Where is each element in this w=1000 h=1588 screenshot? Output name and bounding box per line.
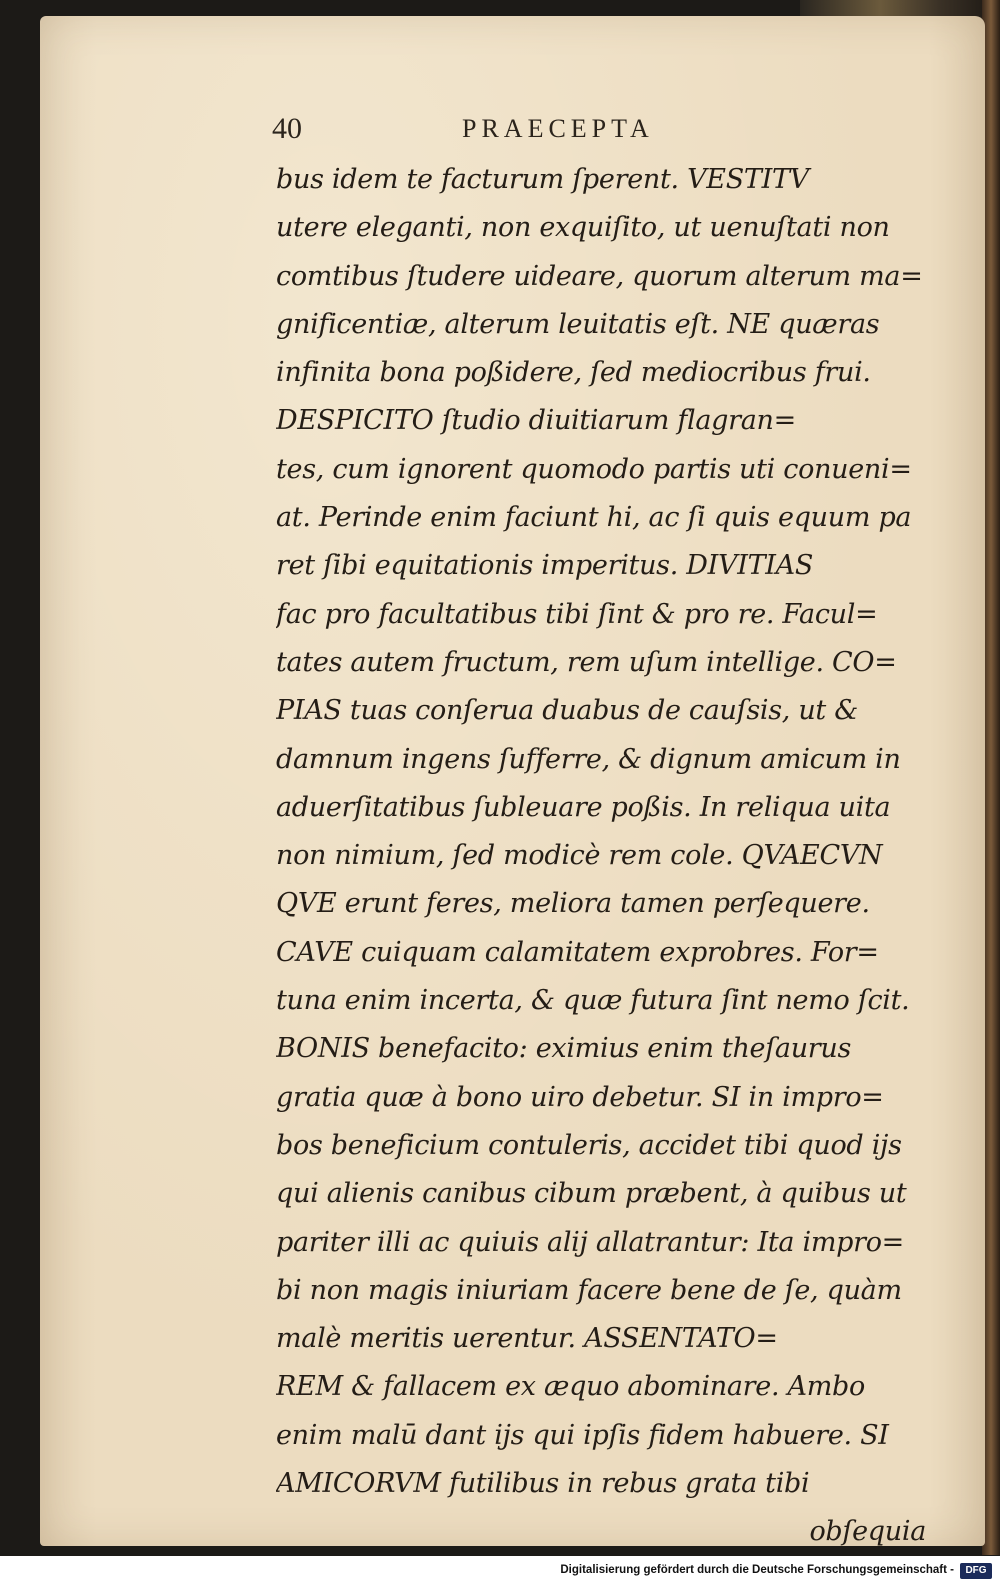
text-line: pariter illi ac quiuis alij allatrantur: Ita impro=	[276, 1226, 904, 1258]
text-line: BONIS benefacito: eximius enim theſaurus	[276, 1033, 852, 1065]
dfg-logo: DFG	[960, 1563, 992, 1579]
text-line: aduerſitatibus ſubleuare poßis. In reliqua uita	[276, 791, 891, 823]
page-number: 40	[272, 112, 302, 145]
text-line: QVE erunt feres, meliora tamen perſequere.	[276, 888, 870, 920]
text-line: enim malū dant ijs qui ipſis fidem habuere. SI	[276, 1419, 889, 1451]
text-line: ret ſibi equitationis imperitus. DIVITIAS	[276, 550, 814, 582]
text-line: CAVE cuiquam calamitatem exprobres. For=	[276, 936, 879, 968]
body-text	[276, 156, 926, 1557]
text-line: bus idem te facturum ſperent. VESTITV	[276, 164, 809, 195]
text-line: REM & fallacem ex æquo abominare. Ambo	[276, 1371, 865, 1403]
footer-bar	[0, 1556, 1000, 1588]
digitization-credit: Digitalisierung gefördert durch die Deutsche Forschungsgemeinschaft -	[560, 1564, 954, 1576]
text-line: tates autem fructum, rem uſum intellige. CO=	[276, 646, 897, 678]
text-line: non nimium, ſed modicè rem cole. QVAECVN	[276, 840, 883, 872]
text-line: tuna enim incerta, & quæ futura ſint nemo ſcit.	[276, 985, 910, 1017]
text-line: DESPICITO ſtudio diuitiarum flagran=	[276, 405, 796, 437]
text-line: gratia quæ à bono uiro debetur. SI in impro=	[276, 1081, 884, 1113]
catchword: obſequia	[809, 1516, 926, 1548]
text-line: gnificentiæ, alterum leuitatis eſt. NE quæras	[276, 308, 880, 340]
text-line: infinita bona poßidere, ſed mediocribus frui.	[276, 357, 871, 389]
text-line: utere eleganti, non exquiſito, ut uenuſtati non	[276, 212, 890, 244]
text-line: qui alienis canibus cibum præbent, à quibus ut	[276, 1178, 907, 1210]
text-line: PIAS tuas conſerua duabus de cauſsis, ut &	[276, 695, 858, 727]
page-header	[272, 112, 912, 148]
text-line: comtibus ſtudere uideare, quorum alterum ma=	[276, 260, 923, 292]
text-line: bos beneficium contuleris, accidet tibi quod ijs	[276, 1129, 902, 1161]
text-line: tes, cum ignorent quomodo partis uti conueni=	[276, 453, 912, 485]
running-head: PRAECEPTA	[462, 114, 654, 143]
text-line: fac pro facultatibus tibi ſint & pro re. Facul=	[276, 598, 878, 630]
text-line: damnum ingens ſufferre, & dignum amicum in	[276, 743, 901, 775]
text-line: bi non magis iniuriam facere bene de ſe, quàm	[276, 1274, 902, 1306]
text-line: AMICORVM futilibus in rebus grata tibi	[276, 1468, 810, 1500]
text-line: malè meritis uerentur. ASSENTATO=	[276, 1323, 778, 1355]
text-line: at. Perinde enim faciunt hi, ac ſi quis equum pa	[276, 502, 912, 534]
